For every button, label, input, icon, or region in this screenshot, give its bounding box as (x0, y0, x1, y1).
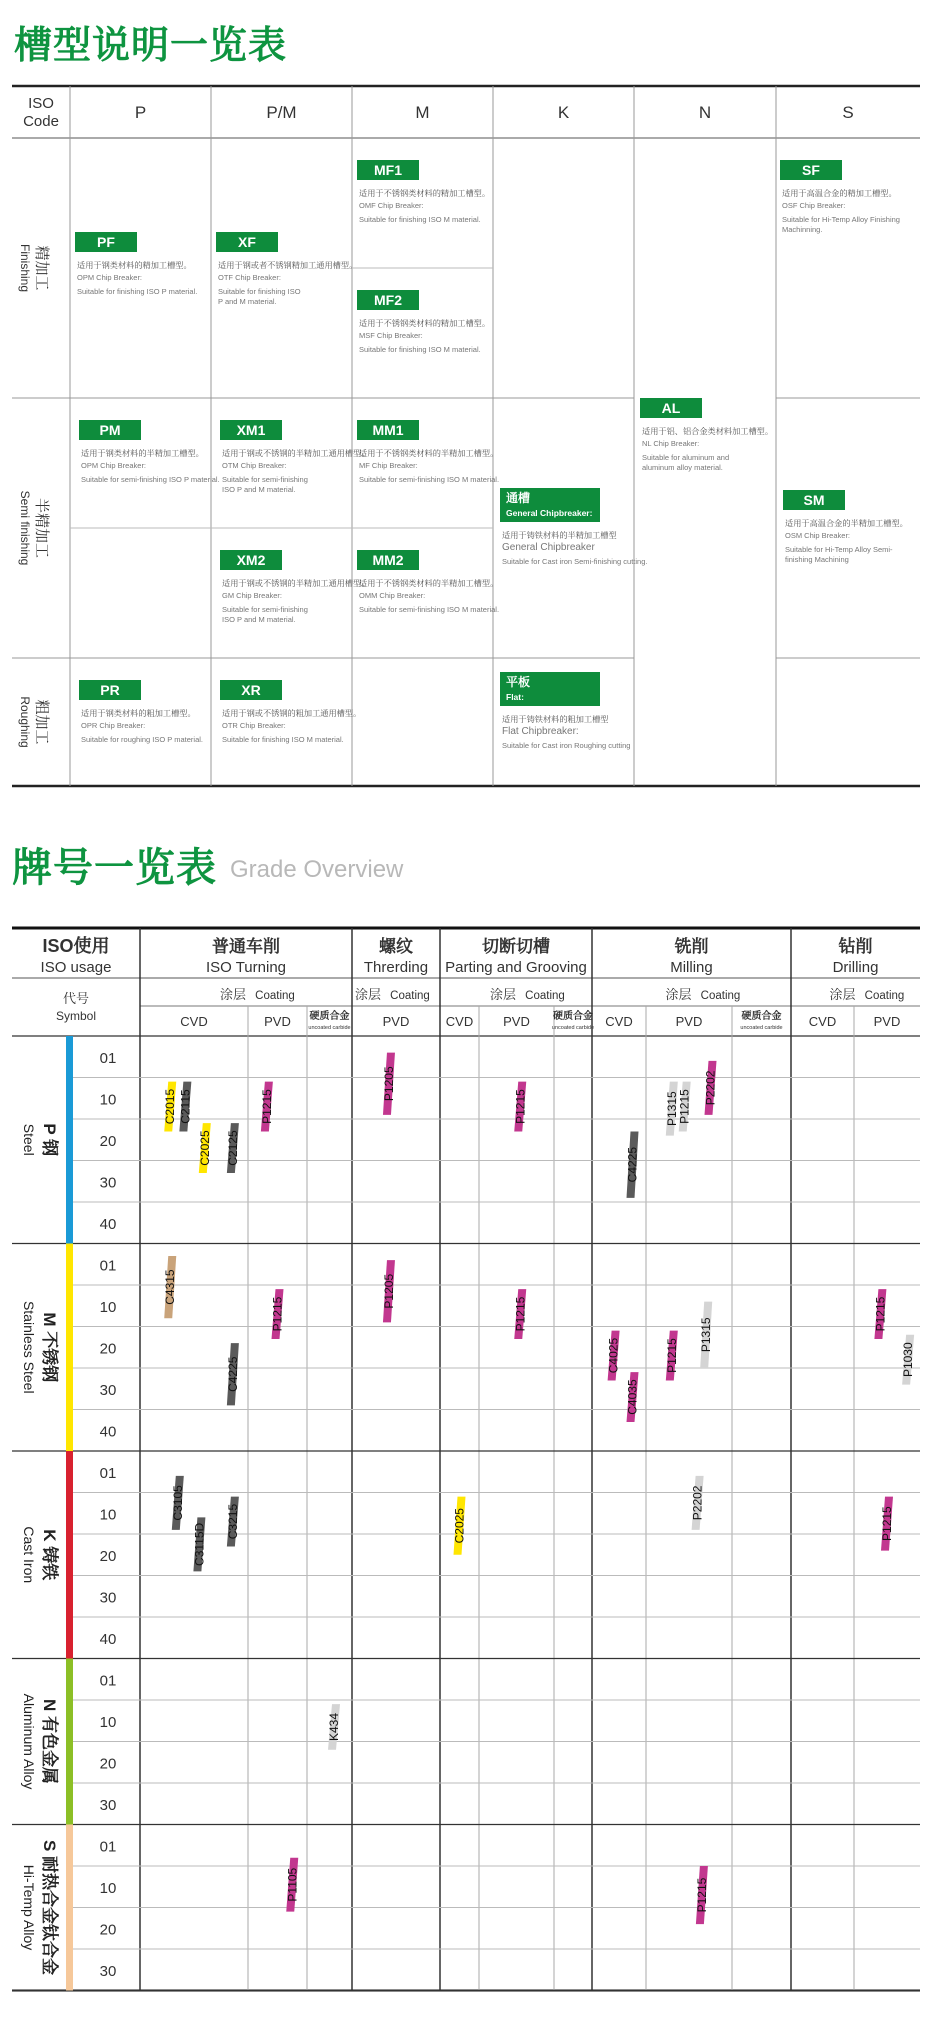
subcolumn-pvd: PVD (264, 1014, 291, 1029)
material-label-k (21, 1526, 60, 1583)
chipbreaker-desc-en: P and M material. (218, 297, 277, 306)
grade-name: C2025 (197, 1130, 212, 1166)
column-header-k: K (557, 103, 570, 122)
level-label-30: 30 (99, 1796, 117, 1814)
grade-bar-p1215 (665, 1331, 679, 1381)
chipbreaker-desc-en: NL Chip Breaker: (642, 439, 700, 448)
chipbreaker-desc-en: Suitable for semi-finishing ISO M material. (359, 475, 500, 484)
grade-name: P1315 (664, 1091, 679, 1126)
chipbreaker-desc-en: Suitable for semi-finishing ISO P material. (81, 475, 220, 484)
grade-name: P1030 (901, 1342, 916, 1378)
material-name-en: Cast Iron (21, 1526, 37, 1584)
grade-title: 牌号一览表 (12, 845, 217, 891)
grade-name: P1215 (880, 1506, 894, 1541)
coating-en: Coating (700, 990, 741, 1002)
grade-bar-c3105 (171, 1476, 185, 1530)
grade-name: P1105 (285, 1867, 300, 1902)
chipbreaker-desc-cn: 适用于不锈钢类材料的半精加工槽型。 (359, 579, 499, 588)
iso-usage-en: ISO usage (40, 959, 112, 976)
grade-bar-c2125 (226, 1123, 240, 1173)
group-title-cn: 螺纹 (379, 937, 413, 956)
chipbreaker-desc-en: OSF Chip Breaker: (782, 201, 846, 210)
grade-title-en: Grade Overview (230, 856, 404, 883)
grade-bar-p1215 (678, 1082, 692, 1132)
grade-bar-c2015 (163, 1082, 177, 1132)
coating-en: Coating (525, 990, 565, 1002)
level-label-10: 10 (99, 1298, 117, 1316)
material-color-band (66, 1244, 73, 1452)
chipbreaker-label: PF (97, 234, 115, 250)
chipbreaker-desc-en: finishing Machining (785, 555, 849, 564)
grade-bar-c4225 (626, 1131, 640, 1197)
chipbreaker-desc-en: OTM Chip Breaker: (222, 461, 287, 470)
grade-name: C2125 (225, 1130, 240, 1166)
grade-bar-p1205 (382, 1260, 396, 1322)
grade-name: P1215 (513, 1296, 528, 1332)
level-label-40: 40 (99, 1630, 117, 1648)
material-name-en: Steel (21, 1123, 37, 1156)
level-label-20: 20 (99, 1340, 117, 1358)
grade-name: C3105 (170, 1485, 185, 1521)
chipbreaker-label: 通槽 (506, 491, 531, 505)
chipbreaker-desc-en: OPM Chip Breaker: (77, 273, 143, 282)
chipbreaker-desc-en: General Chipbreaker (502, 542, 595, 553)
group-title-cn: 普通车削 (212, 937, 280, 956)
grade-bar-p2202 (704, 1061, 718, 1115)
iso-usage-cn: ISO使用 (42, 936, 110, 956)
group-title-en: Milling (670, 959, 713, 976)
subcolumn-uncoated-cn: 硬质合金 (309, 1011, 350, 1022)
level-label-01: 01 (99, 1838, 117, 1856)
grade-name: P2202 (690, 1485, 705, 1521)
level-label-30: 30 (99, 1962, 117, 1980)
subcolumn-uncoated-cn: 硬质合金 (741, 1011, 782, 1022)
chipbreaker-desc-en: Flat Chipbreaker: (502, 726, 579, 737)
level-label-40: 40 (99, 1215, 117, 1233)
group-title-en: Drilling (832, 959, 879, 976)
chipbreaker-desc-cn: 适用于不锈钢类材料的精加工槽型。 (359, 319, 491, 328)
iso-header: Code (23, 113, 59, 130)
subcolumn-pvd: PVD (382, 1014, 410, 1029)
level-label-40: 40 (99, 1423, 117, 1441)
chipbreaker-label: XR (241, 682, 261, 698)
chipbreaker-desc-en: MSF Chip Breaker: (359, 331, 423, 340)
chipbreaker-desc-en: OTR Chip Breaker: (222, 721, 286, 730)
level-label-30: 30 (99, 1381, 117, 1399)
grade-name: P1215 (513, 1089, 528, 1124)
level-label-20: 20 (99, 1547, 117, 1565)
chipbreaker-label: MF1 (374, 162, 402, 178)
chipbreaker-desc-cn: 适用于钢或不锈钢的粗加工通用槽型。 (222, 709, 362, 718)
grade-name: P1215 (694, 1877, 709, 1913)
coating-cn: 涂层 (489, 987, 517, 1002)
level-label-01: 01 (99, 1257, 117, 1275)
grade-bar-c3215 (226, 1497, 240, 1547)
chipbreaker-label: PR (100, 682, 120, 698)
chipbreaker-desc-en: Suitable for finishing ISO (218, 287, 301, 296)
chipbreaker-label: MF2 (374, 292, 402, 308)
chipbreaker-desc-en: ISO P and M material. (222, 615, 296, 624)
chipbreaker-desc-cn: 适用于高温合金的半精加工槽型。 (785, 519, 908, 528)
coating-en: Coating (255, 990, 295, 1002)
chipbreaker-desc-en: OSM Chip Breaker: (785, 531, 851, 540)
coating-cn: 涂层 (665, 987, 692, 1002)
chipbreaker-desc-cn: 适用于铸铁材料的粗加工槽型 (502, 715, 609, 724)
chipbreaker-label: MM1 (372, 422, 404, 438)
subcolumn-cvd: CVD (445, 1014, 474, 1029)
row-label-en: Finishing (18, 243, 32, 293)
grade-bar-p1215 (260, 1082, 274, 1132)
grade-name: P2202 (703, 1070, 718, 1106)
level-label-20: 20 (99, 1921, 117, 1939)
chipbreaker-desc-cn: 适用于钢类材料的粗加工槽型。 (81, 709, 196, 718)
level-label-10: 10 (99, 1091, 117, 1109)
chipbreaker-desc-en: Machinning. (782, 225, 823, 234)
chipbreaker-label-en: Flat: (506, 692, 524, 702)
level-label-30: 30 (99, 1174, 117, 1192)
row-label-en: Semi finishing (18, 490, 32, 566)
chipbreaker-label: SF (802, 162, 820, 178)
row-label-en: Roughing (18, 696, 32, 748)
chipbreaker-desc-en: Suitable for Cast iron Semi-finishing cutting. (502, 557, 648, 566)
chipbreaker-desc-cn: 适用于高温合金的精加工槽型。 (782, 189, 897, 198)
subcolumn-cvd: CVD (605, 1014, 633, 1029)
grade-bar-c2025 (198, 1123, 212, 1173)
material-label-s (21, 1840, 60, 1975)
row-label-cn: 半精加工 (33, 497, 50, 559)
chipbreaker-desc-cn: 适用于钢类材料的精加工槽型。 (77, 261, 192, 270)
grade-bar-p1030 (901, 1335, 915, 1385)
row-label-cn: 粗加工 (33, 699, 50, 745)
group-title-en: Threrding (363, 959, 429, 976)
grade-bar-c4315 (163, 1256, 177, 1318)
chipbreaker-desc-cn: 适用于不锈钢类材料的精加工槽型。 (359, 189, 491, 198)
subcolumn-uncoated-cn: 硬质合金 (553, 1011, 593, 1022)
chipbreaker-desc-en: OPM Chip Breaker: (81, 461, 147, 470)
chipbreaker-label-en: General Chipbreaker: (506, 508, 593, 518)
group-title-en: Parting and Grooving (445, 959, 587, 976)
chipbreaker-label: XM2 (236, 552, 266, 568)
chipbreaker-desc-en: Suitable for Hi-Temp Alloy Semi- (785, 545, 893, 554)
grade-name: P1215 (677, 1089, 692, 1124)
chipbreaker-desc-cn: 适用于钢或不锈钢的半精加工通用槽型。 (222, 579, 370, 588)
column-header-m: M (415, 103, 430, 122)
column-header-p-m: P/M (266, 103, 297, 122)
column-header-p: P (134, 103, 147, 122)
grade-name: C3115D (192, 1522, 207, 1566)
chipbreaker-desc-en: Suitable for Cast iron Roughing cutting (502, 741, 631, 750)
grade-name: C3215 (225, 1503, 240, 1540)
level-label-01: 01 (99, 1672, 117, 1690)
material-name-cn: M 不锈钢 (40, 1312, 59, 1383)
material-label-n (21, 1694, 60, 1790)
grade-bar-c4025 (607, 1331, 621, 1381)
grade-name: C4315 (163, 1269, 178, 1305)
chipbreaker-desc-en: OPR Chip Breaker: (81, 721, 146, 730)
grade-bar-p1205 (382, 1053, 396, 1115)
row-label-cn: 精加工 (33, 245, 50, 291)
chipbreaker-label: SM (803, 492, 825, 508)
chipbreaker-desc-en: MF Chip Breaker: (359, 461, 418, 470)
chipbreaker-desc-en: ISO P and M material. (222, 485, 296, 494)
material-label-p (21, 1123, 60, 1156)
level-label-10: 10 (99, 1713, 117, 1731)
coating-en: Coating (390, 990, 430, 1002)
subcolumn-cvd: CVD (180, 1014, 208, 1029)
grade-bar-k434 (327, 1704, 341, 1750)
column-header-n: N (698, 103, 712, 122)
chipbreaker-desc-cn: 适用于钢或者不锈钢精加工通用槽型。 (218, 261, 358, 270)
chipbreaker-desc-cn: 适用于不锈钢类材料的半精加工槽型。 (359, 449, 499, 458)
chipbreaker-label: AL (661, 400, 681, 416)
grade-name: P1205 (381, 1066, 396, 1102)
chipbreaker-desc-cn: 适用于钢或不锈钢的半精加工通用槽型。 (222, 449, 370, 458)
level-label-20: 20 (99, 1132, 117, 1150)
chipbreaker-desc-en: Suitable for semi-finishing ISO M material. (359, 605, 500, 614)
chipbreaker-desc-cn: 适用于钢类材料的半精加工槽型。 (81, 449, 204, 458)
chipbreaker-desc-en: Suitable for Hi-Temp Alloy Finishing (782, 215, 900, 224)
chipbreaker-desc-en: OMM Chip Breaker: (359, 591, 426, 600)
chipbreaker-desc-en: Suitable for semi-finishing (222, 605, 308, 614)
coating-cn: 涂层 (829, 987, 856, 1002)
chipbreaker-label: MM2 (372, 552, 404, 568)
coating-cn: 涂层 (354, 987, 382, 1002)
grade-bar-p1215 (695, 1866, 709, 1924)
symbol-en: Symbol (55, 1009, 97, 1023)
chipbreaker-desc-en: Suitable for finishing ISO M material. (222, 735, 344, 744)
grade-bar-c4225 (226, 1343, 240, 1405)
subcolumn-pvd: PVD (675, 1014, 703, 1029)
grade-name: C2115 (178, 1089, 193, 1124)
chipbreaker-title: 槽型说明一览表 (14, 23, 288, 67)
grade-name: P1205 (381, 1273, 396, 1309)
grade-bar-p1215 (880, 1497, 894, 1551)
grade-name: P1215 (873, 1296, 888, 1332)
grade-name: C4225 (225, 1356, 240, 1392)
material-color-band (66, 1036, 73, 1244)
material-name-cn: N 有色金属 (40, 1699, 59, 1784)
material-color-band (66, 1659, 73, 1825)
material-name-en: Stainless Steel (21, 1300, 37, 1394)
grade-name: C2025 (452, 1508, 467, 1544)
group-title-cn: 切断切槽 (482, 937, 550, 956)
grade-name: P1215 (664, 1338, 679, 1373)
chipbreaker-desc-en: Suitable for aluminum and (642, 453, 730, 462)
subcolumn-pvd: PVD (873, 1014, 901, 1029)
chipbreaker-desc-en: Suitable for semi-finishing (222, 475, 308, 484)
level-label-01: 01 (99, 1464, 117, 1482)
subcolumn-uncoated-en: uncoated carbide (308, 1025, 351, 1031)
grade-bar-p1315 (699, 1302, 713, 1368)
grade-name: C4025 (606, 1337, 621, 1374)
grade-bar-p1215 (271, 1289, 285, 1339)
material-name-cn: S 耐热合金钛合金 (40, 1839, 59, 1976)
level-label-30: 30 (99, 1589, 117, 1607)
chipbreaker-desc-en: Suitable for roughing ISO P material. (81, 735, 204, 744)
grade-name: C4035 (625, 1379, 640, 1415)
level-label-10: 10 (99, 1879, 117, 1897)
chipbreaker-desc-en: GM Chip Breaker: (222, 591, 283, 600)
material-name-cn: K 铸铁 (40, 1529, 59, 1581)
coating-cn: 涂层 (219, 987, 247, 1002)
symbol-cn: 代号 (62, 991, 90, 1006)
chipbreaker-desc-en: OMF Chip Breaker: (359, 201, 424, 210)
subcolumn-cvd: CVD (808, 1014, 837, 1029)
group-title-en: ISO Turning (205, 959, 287, 976)
material-color-band (66, 1451, 73, 1659)
iso-header: ISO (28, 95, 54, 112)
chipbreaker-desc-en: OTF Chip Breaker: (218, 273, 281, 282)
grade-bar-c3115d (192, 1517, 206, 1571)
material-name-cn: P 钢 (40, 1123, 59, 1157)
chipbreaker-desc-cn: 适用于铸铁材料的半精加工槽型 (502, 531, 617, 540)
grade-name: P1215 (259, 1089, 274, 1124)
subcolumn-pvd: PVD (503, 1014, 530, 1029)
grade-bar-c2025 (453, 1497, 467, 1555)
grade-name: P1315 (699, 1317, 714, 1353)
subcolumn-uncoated-en: uncoated carbide (740, 1025, 783, 1031)
chipbreaker-desc-cn: 适用于铝、铝合金类材料加工槽型。 (642, 427, 774, 436)
grade-bar-p1215 (513, 1289, 527, 1339)
group-title-cn: 铣削 (674, 937, 709, 956)
grade-name: K434 (327, 1712, 341, 1741)
level-label-20: 20 (99, 1755, 117, 1773)
chipbreaker-label: 平板 (506, 675, 531, 689)
chipbreaker-desc-en: aluminum alloy material. (642, 463, 723, 472)
coating-en: Coating (864, 990, 905, 1002)
grade-bar-c2115 (178, 1082, 192, 1132)
grade-bar-p1315 (665, 1082, 679, 1136)
material-name-en: Hi-Temp Alloy (21, 1864, 37, 1951)
level-label-10: 10 (99, 1506, 117, 1524)
column-header-s: S (842, 103, 854, 122)
material-color-band (66, 1825, 73, 1991)
chipbreaker-desc-en: Suitable for finishing ISO M material. (359, 215, 481, 224)
chipbreaker-label: XM1 (236, 422, 266, 438)
level-label-01: 01 (99, 1049, 117, 1067)
grade-bar-p1215 (873, 1289, 887, 1339)
group-title-cn: 钻削 (838, 937, 873, 956)
grade-name: C2015 (163, 1088, 178, 1125)
grade-bar-p2202 (691, 1476, 705, 1530)
chipbreaker-label: XF (238, 234, 256, 250)
grade-name: P1215 (270, 1296, 285, 1332)
material-name-en: Aluminum Alloy (21, 1693, 37, 1790)
material-label-m (21, 1301, 60, 1394)
chipbreaker-label: PM (99, 422, 121, 438)
subcolumn-uncoated-en: uncoated carbide (551, 1025, 595, 1031)
chipbreaker-desc-en: Suitable for finishing ISO P material. (77, 287, 198, 296)
grade-bar-p1215 (513, 1082, 527, 1132)
grade-bar-c4035 (626, 1372, 640, 1422)
grade-name: C4225 (625, 1146, 640, 1183)
chipbreaker-desc-en: Suitable for finishing ISO M material. (359, 345, 481, 354)
